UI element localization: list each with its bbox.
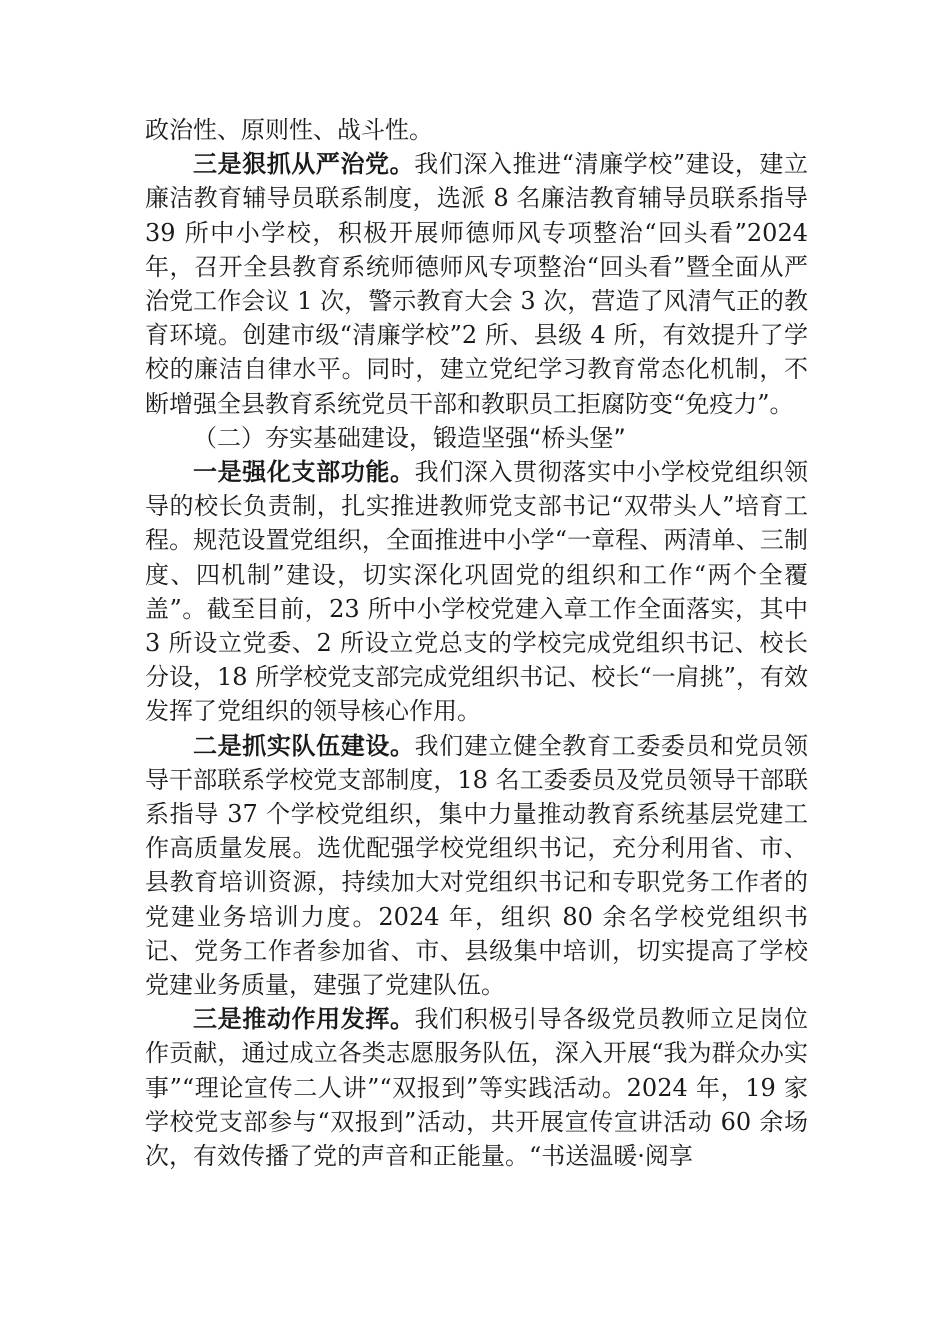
paragraph-text: 我们积极引导各级党员教师立足岗位作贡献，通过成立各类志愿服务队伍，深入开展“我为群众办实事”“理论宣传二人讲”“双报到”等实践活动。2024 年，19 家学校党支部参与“双报到”活动，共开展宣传宣讲活动 60 余场次，有效传播了党的声音和正能量。“书送温暖·阅享 — [145, 1005, 808, 1171]
section-heading-text: （二）夯实基础建设，锻造坚强“桥头堡” — [193, 423, 626, 452]
paragraph-strict-governance — [145, 147, 808, 421]
paragraph-text: 我们深入推进“清廉学校”建设，建立廉洁教育辅导员联系制度，选派 8 名廉洁教育辅导员联系指导 39 所中小学校，积极开展师德师风专项整治“回头看”2024 年，召开全县教育系统师德师风专项整治“回头看”暨全面从严治党工作会议 1 次，警示教育大会 3 次，营造了风清气正的教育环境。创建市级“清廉学校”2 所、县级 4 所，有效提升了学校的廉洁自律水平。同时，建立党纪学习教育常态化机制，不断增强全县教育系统党员干部和教职员工拒腐防变“免疫力”。 — [145, 150, 808, 418]
paragraph-text: 我们深入贯彻落实中小学校党组织领导的校长负责制，扎实推进教师党支部书记“双带头人”培育工程。规范设置党组织，全面推进中小学“一章程、两清单、三制度、四机制”建设，切实深化巩固党的组织和工作“两个全覆盖”。截至目前，23 所中小学校党建入章工作全面落实，其中 3 所设立党委、2 所设立党总支的学校完成党组织书记、校长分设，18 所学校党支部完成党组织书记、校长“一肩挑”，有效发挥了党组织的领导核心作用。 — [145, 458, 808, 726]
paragraph-continuation — [145, 113, 808, 147]
paragraph-lead: 一是强化支部功能。 — [193, 458, 415, 487]
paragraph-text: 我们建立健全教育工委委员和党员领导干部联系学校党支部制度，18 名工委委员及党员领导干部联系指导 37 个学校党组织，集中力量推动教育系统基层党建工作高质量发展。选优配强学校党组织书记，充分利用省、市、县教育培训资源，持续加大对党组织书记和专职党务工作者的党建业务培训力度。2024 年，组织 80 余名学校党组织书记、党务工作者参加省、市、县级集中培训，切实提高了学校党建业务质量，建强了党建队伍。 — [145, 731, 808, 1000]
paragraph-lead: 三是狠抓从严治党。 — [193, 150, 415, 179]
paragraph-promote-role — [145, 1002, 808, 1173]
paragraph-branch-function — [145, 455, 808, 729]
paragraph-lead: 三是推动作用发挥。 — [193, 1005, 415, 1034]
document-body — [145, 113, 808, 1173]
paragraph-text: 政治性、原则性、战斗性。 — [145, 116, 433, 144]
paragraph-lead: 二是抓实队伍建设。 — [193, 731, 415, 760]
paragraph-team-building — [145, 729, 808, 1003]
section-heading — [145, 421, 808, 455]
